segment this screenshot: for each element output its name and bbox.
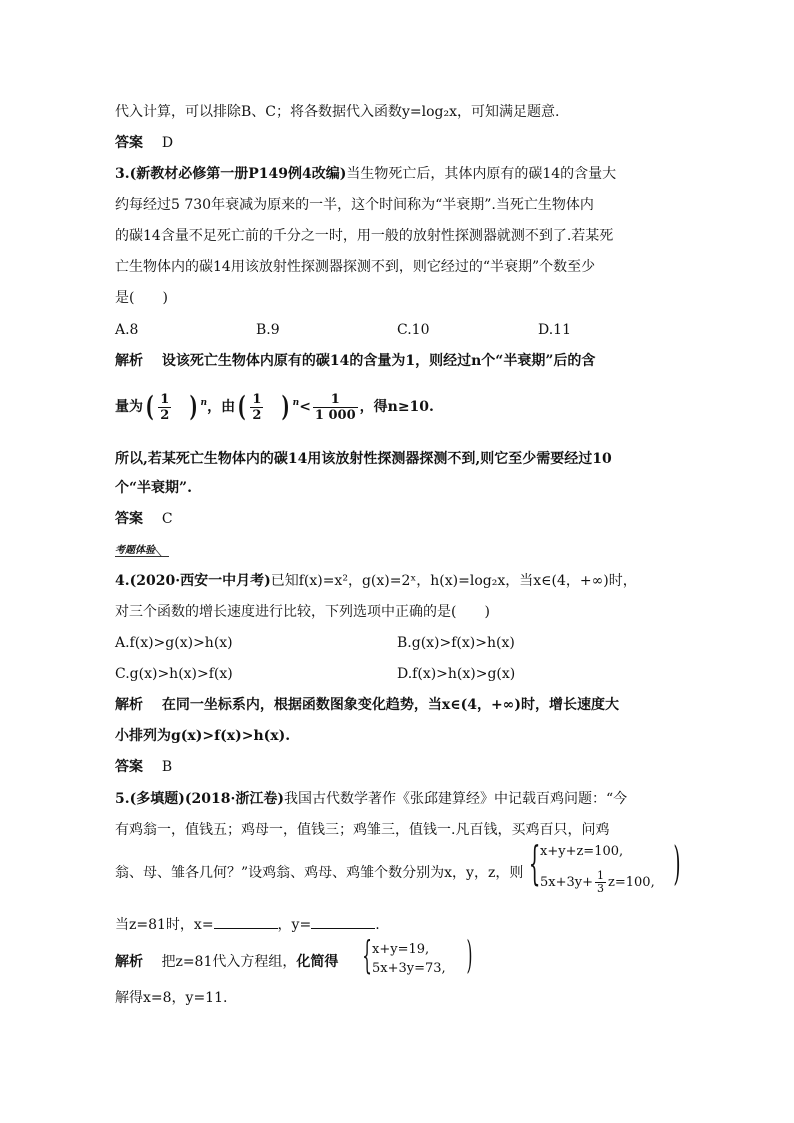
text: 5x+3y+ — [540, 875, 594, 890]
system-1-row-2 — [540, 870, 655, 895]
answer-value: B — [161, 759, 173, 775]
text: 约每经过5 730年衰减为原来的一半，这个时间称为“半衰期”.当死亡生物体内 — [115, 197, 594, 213]
text: 对三个函数的增长速度进行比较，下列选项中正确的是( ) — [115, 604, 490, 620]
numerator: 1 — [597, 869, 605, 882]
text: 把z=81代入方程组， — [161, 954, 297, 970]
text: . — [375, 917, 380, 933]
q5-source: 5.(多填题)(2018·浙江卷) — [115, 791, 284, 807]
q3-option-c: C.10 — [397, 322, 430, 338]
system-1-row-1: x+y+z=100, — [540, 844, 624, 859]
q3-option-d: D.11 — [538, 322, 571, 338]
q3-option-b: B.9 — [256, 322, 280, 338]
paren: ) — [282, 390, 290, 423]
answer-label: 答案 — [115, 511, 143, 527]
fraction-thousandth — [313, 392, 358, 423]
q4-option-a: A.f(x)>g(x)>h(x) — [115, 635, 233, 651]
text: 所以,若某死亡生物体内的碳14用该放射性探测器探测不到,则它至少需要经过10 — [115, 451, 612, 467]
q3-source: 3.(新教材必修第一册P149例4改编) — [115, 166, 347, 182]
q4-option-c: C.g(x)>h(x)>f(x) — [115, 666, 233, 682]
text: 我国古代数学著作《张邱建算经》中记载百鸡问题：“今 — [283, 791, 628, 807]
text: 在同一坐标系内，根据函数图象变化趋势，当x∈(4，+∞)时，增长速度大 — [161, 697, 619, 713]
solution-label: 解析 — [115, 353, 143, 369]
q4-line-2 — [115, 602, 490, 622]
q4-option-b: B.g(x)>f(x)>h(x) — [397, 635, 515, 651]
solution-label: 解析 — [115, 697, 143, 713]
q3-option-a: A.8 — [115, 322, 139, 338]
q3-line-1 — [115, 164, 616, 184]
q5-solution-line-2 — [115, 988, 227, 1008]
q4-line-1 — [115, 571, 637, 591]
fraction-third — [595, 870, 606, 895]
answer-blank-y[interactable] — [311, 914, 375, 929]
paren: ) — [189, 390, 198, 423]
answer-label: 答案 — [115, 759, 143, 775]
text: 个“半衰期”. — [115, 480, 192, 496]
system-2-right-brace: ) — [466, 933, 473, 977]
q3-line-4 — [115, 257, 595, 277]
denominator: 3 — [597, 882, 605, 895]
system-2-row-1: x+y=19, — [372, 942, 430, 957]
numerator: 1 — [313, 392, 358, 408]
text: 的碳14含量不足死亡前的千分之一时，用一般的放射性探测器就测不到了.若某死 — [115, 228, 614, 244]
text: 当z=81时，x= — [115, 917, 214, 933]
text: 是( ) — [115, 290, 168, 306]
fraction-half — [158, 392, 171, 423]
answer-label: 答案 — [115, 135, 143, 151]
q3-line-2 — [115, 195, 594, 215]
text: 当生物死亡后，其体内原有的碳14的含量大 — [346, 166, 617, 182]
denominator: 1 000 — [314, 407, 356, 423]
text: 量为 — [115, 399, 143, 415]
q3-line-5 — [115, 288, 168, 308]
text: 化简得 — [296, 954, 339, 970]
denominator: 2 — [160, 407, 170, 423]
text: ，y= — [277, 917, 312, 933]
q3-solution-line-2 — [115, 390, 434, 426]
q3-solution-line-1 — [115, 351, 595, 371]
text: 小排列为g(x)>f(x)>h(x). — [115, 728, 291, 744]
q3-solution-line-4 — [115, 478, 192, 498]
system-2-row-2: 5x+3y=73, — [372, 961, 446, 976]
text: 设该死亡生物体内原有的碳14的含量为1，则经过n个“半衰期”后的含 — [161, 353, 596, 369]
paren: ( — [237, 390, 246, 423]
text: 代入计算，可以排除B、C；将各数据代入函数y=log₂x，可知满足题意. — [115, 104, 560, 120]
text: ，由 — [207, 399, 236, 415]
text: ，得n≥10. — [359, 399, 434, 415]
denominator: 2 — [252, 407, 262, 423]
q4-solution-line-2 — [115, 726, 290, 746]
text: 翁、母、雏各几何？”设鸡翁、鸡母、鸡雏个数分别为x，y，z，则 — [115, 865, 524, 881]
answer-value: C — [161, 511, 173, 527]
q5-line-3 — [115, 863, 523, 883]
q4-solution-line-1 — [115, 695, 619, 715]
answer-4 — [115, 757, 172, 777]
answer-1 — [115, 133, 173, 153]
q5-line-4 — [115, 914, 380, 935]
numerator: 1 — [160, 391, 170, 407]
numerator: 1 — [252, 391, 262, 407]
text: z=100, — [608, 875, 655, 890]
solution-label: 解析 — [115, 954, 143, 970]
q5-line-1 — [115, 789, 627, 809]
text: 已知f(x)=x²，g(x)=2ˣ，h(x)=log₂x，当x∈(4，+∞)时， — [270, 573, 637, 589]
less-than: < — [299, 399, 311, 415]
fraction-half — [250, 392, 263, 423]
q3-solution-line-3 — [115, 449, 612, 469]
section-tag: 考题体验 — [115, 541, 169, 557]
exponent: n — [200, 398, 208, 408]
system-1-left-brace: { — [528, 836, 541, 890]
paren: ( — [145, 390, 154, 423]
text: 亡生物体内的碳14用该放射性探测器探测不到，则它经过的“半衰期”个数至少 — [115, 259, 596, 275]
answer-blank-x[interactable] — [214, 914, 278, 929]
answer-3 — [115, 509, 173, 529]
q5-solution-line-1 — [115, 952, 338, 972]
q3-line-3 — [115, 226, 613, 246]
system-2-left-brace: { — [362, 933, 372, 977]
exponent: n — [292, 398, 300, 408]
q4-option-d: D.f(x)>h(x)>g(x) — [397, 666, 516, 682]
system-1-right-brace: ) — [673, 836, 681, 890]
text: 有鸡翁一，值钱五；鸡母一，值钱三；鸡雏三，值钱一.凡百钱，买鸡百只，问鸡 — [115, 822, 610, 838]
solution-tail-line — [115, 102, 559, 122]
text: 解得x=8，y=11. — [115, 990, 228, 1006]
q4-source: 4.(2020·西安一中月考) — [115, 573, 271, 589]
answer-value: D — [161, 135, 174, 151]
